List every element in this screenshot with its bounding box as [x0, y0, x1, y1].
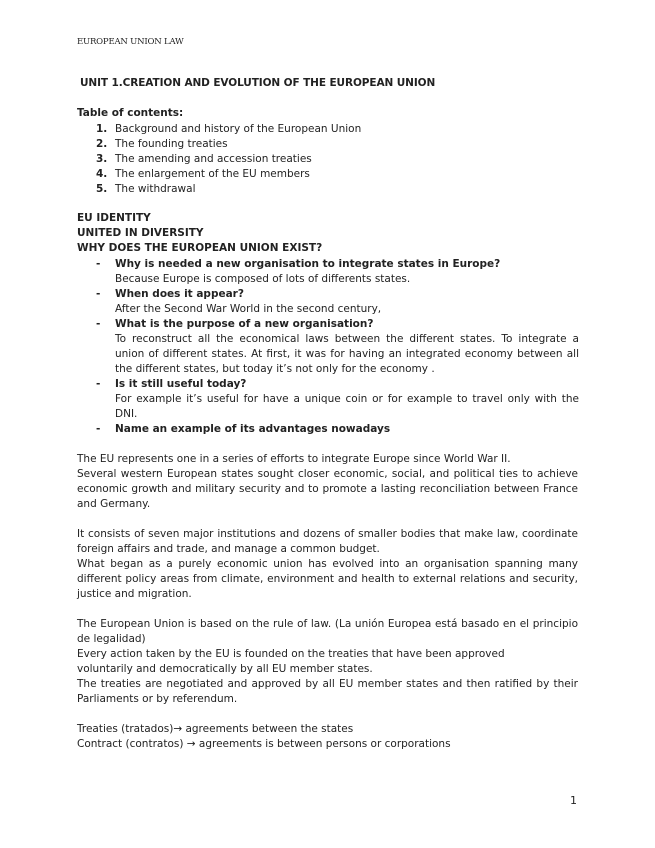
paragraph: The EU represents one in a series of efforts to integrate Europe since World War II.: [77, 453, 511, 465]
qa-question: Name an example of its advantages nowadays: [115, 423, 391, 435]
paragraph: It consists of seven major institutions and dozens of smaller bodies that make law, coordinate foreign affairs and trade, and manage a common budget.: [77, 528, 578, 555]
paragraph: Several western European states sought closer economic, social, and political ties to achieve economic growth and military security and to promote a lasting reconciliation between France and Germany.: [77, 468, 578, 510]
toc-item: 1. Background and history of the European Union: [96, 123, 362, 135]
qa-list: [96, 257, 579, 437]
toc-item: 5. The withdrawal: [96, 183, 196, 195]
qa-answer: Because Europe is composed of lots of differents states.: [115, 273, 411, 285]
qa-item: - Why is needed a new organisation to integrate states in Europe? Because Europe is composed of lots of differents states.: [96, 257, 579, 287]
running-header: EUROPEAN UNION LAW: [77, 37, 184, 47]
qa-question: Why is needed a new organisation to integrate states in Europe?: [115, 258, 501, 270]
paragraph-line: Every action taken by the EU is founded on the treaties that have been approved: [77, 648, 505, 660]
toc-item: 4. The enlargement of the EU members: [96, 168, 310, 180]
qa-item: - When does it appear? After the Second War World in the second century,: [96, 287, 579, 317]
paragraph: What began as a purely economic union has evolved into an organisation spanning many different policy areas from climate, environment and health to external relations and security, justice and migration.: [77, 558, 578, 600]
qa-item: - Name an example of its advantages nowadays: [96, 423, 391, 435]
qa-question: When does it appear?: [115, 288, 244, 300]
toc-item: 3. The amending and accession treaties: [96, 153, 312, 165]
section-heading-united-in-diversity: UNITED IN DIVERSITY: [77, 227, 204, 239]
section-heading-eu-identity: EU IDENTITY: [77, 212, 151, 224]
section-heading-why-eu-exists: WHY DOES THE EUROPEAN UNION EXIST?: [77, 242, 323, 254]
qa-answer: After the Second War World in the second century,: [115, 303, 382, 315]
qa-answer: For example it’s useful for have a unique coin or for example to travel only with the DNI.: [115, 393, 579, 420]
toc-label: Table of contents:: [77, 107, 184, 119]
qa-item: - Is it still useful today? For example it’s useful for have a unique coin or for example to travel only with the DNI.: [96, 378, 579, 420]
definition-line-contracts: Contract (contratos) → agreements is between persons or corporations: [77, 738, 451, 750]
qa-question: What is the purpose of a new organisation?: [115, 318, 374, 330]
paragraph: The European Union is based on the rule of law. (La unión Europea está basado en el principio de legalidad): [77, 618, 578, 645]
qa-answer: To reconstruct all the economical laws between the different states. To integrate a union of different states. At first, it was for having an integrated economy between all the different states, but today it’s not only for the economy .: [115, 333, 579, 375]
paragraph: The treaties are negotiated and approved by all EU member states and then ratified by their Parliaments or by referendum.: [77, 678, 578, 705]
table-of-contents: [96, 122, 361, 197]
unit-title: UNIT 1.CREATION AND EVOLUTION OF THE EUROPEAN UNION: [80, 77, 436, 89]
paragraph-line: voluntarily and democratically by all EU member states.: [77, 663, 373, 675]
page-number: 1: [570, 794, 577, 807]
qa-question: Is it still useful today?: [115, 378, 247, 390]
toc-item: 2. The founding treaties: [96, 138, 228, 150]
qa-item: - What is the purpose of a new organisation? To reconstruct all the economical laws between the different states. To integrate a union of different states. At first, it was for having an integrated economy between all the different states, but today it’s not only for the economy .: [96, 318, 579, 375]
definition-line-treaties: Treaties (tratados)→ agreements between the states: [77, 723, 354, 735]
